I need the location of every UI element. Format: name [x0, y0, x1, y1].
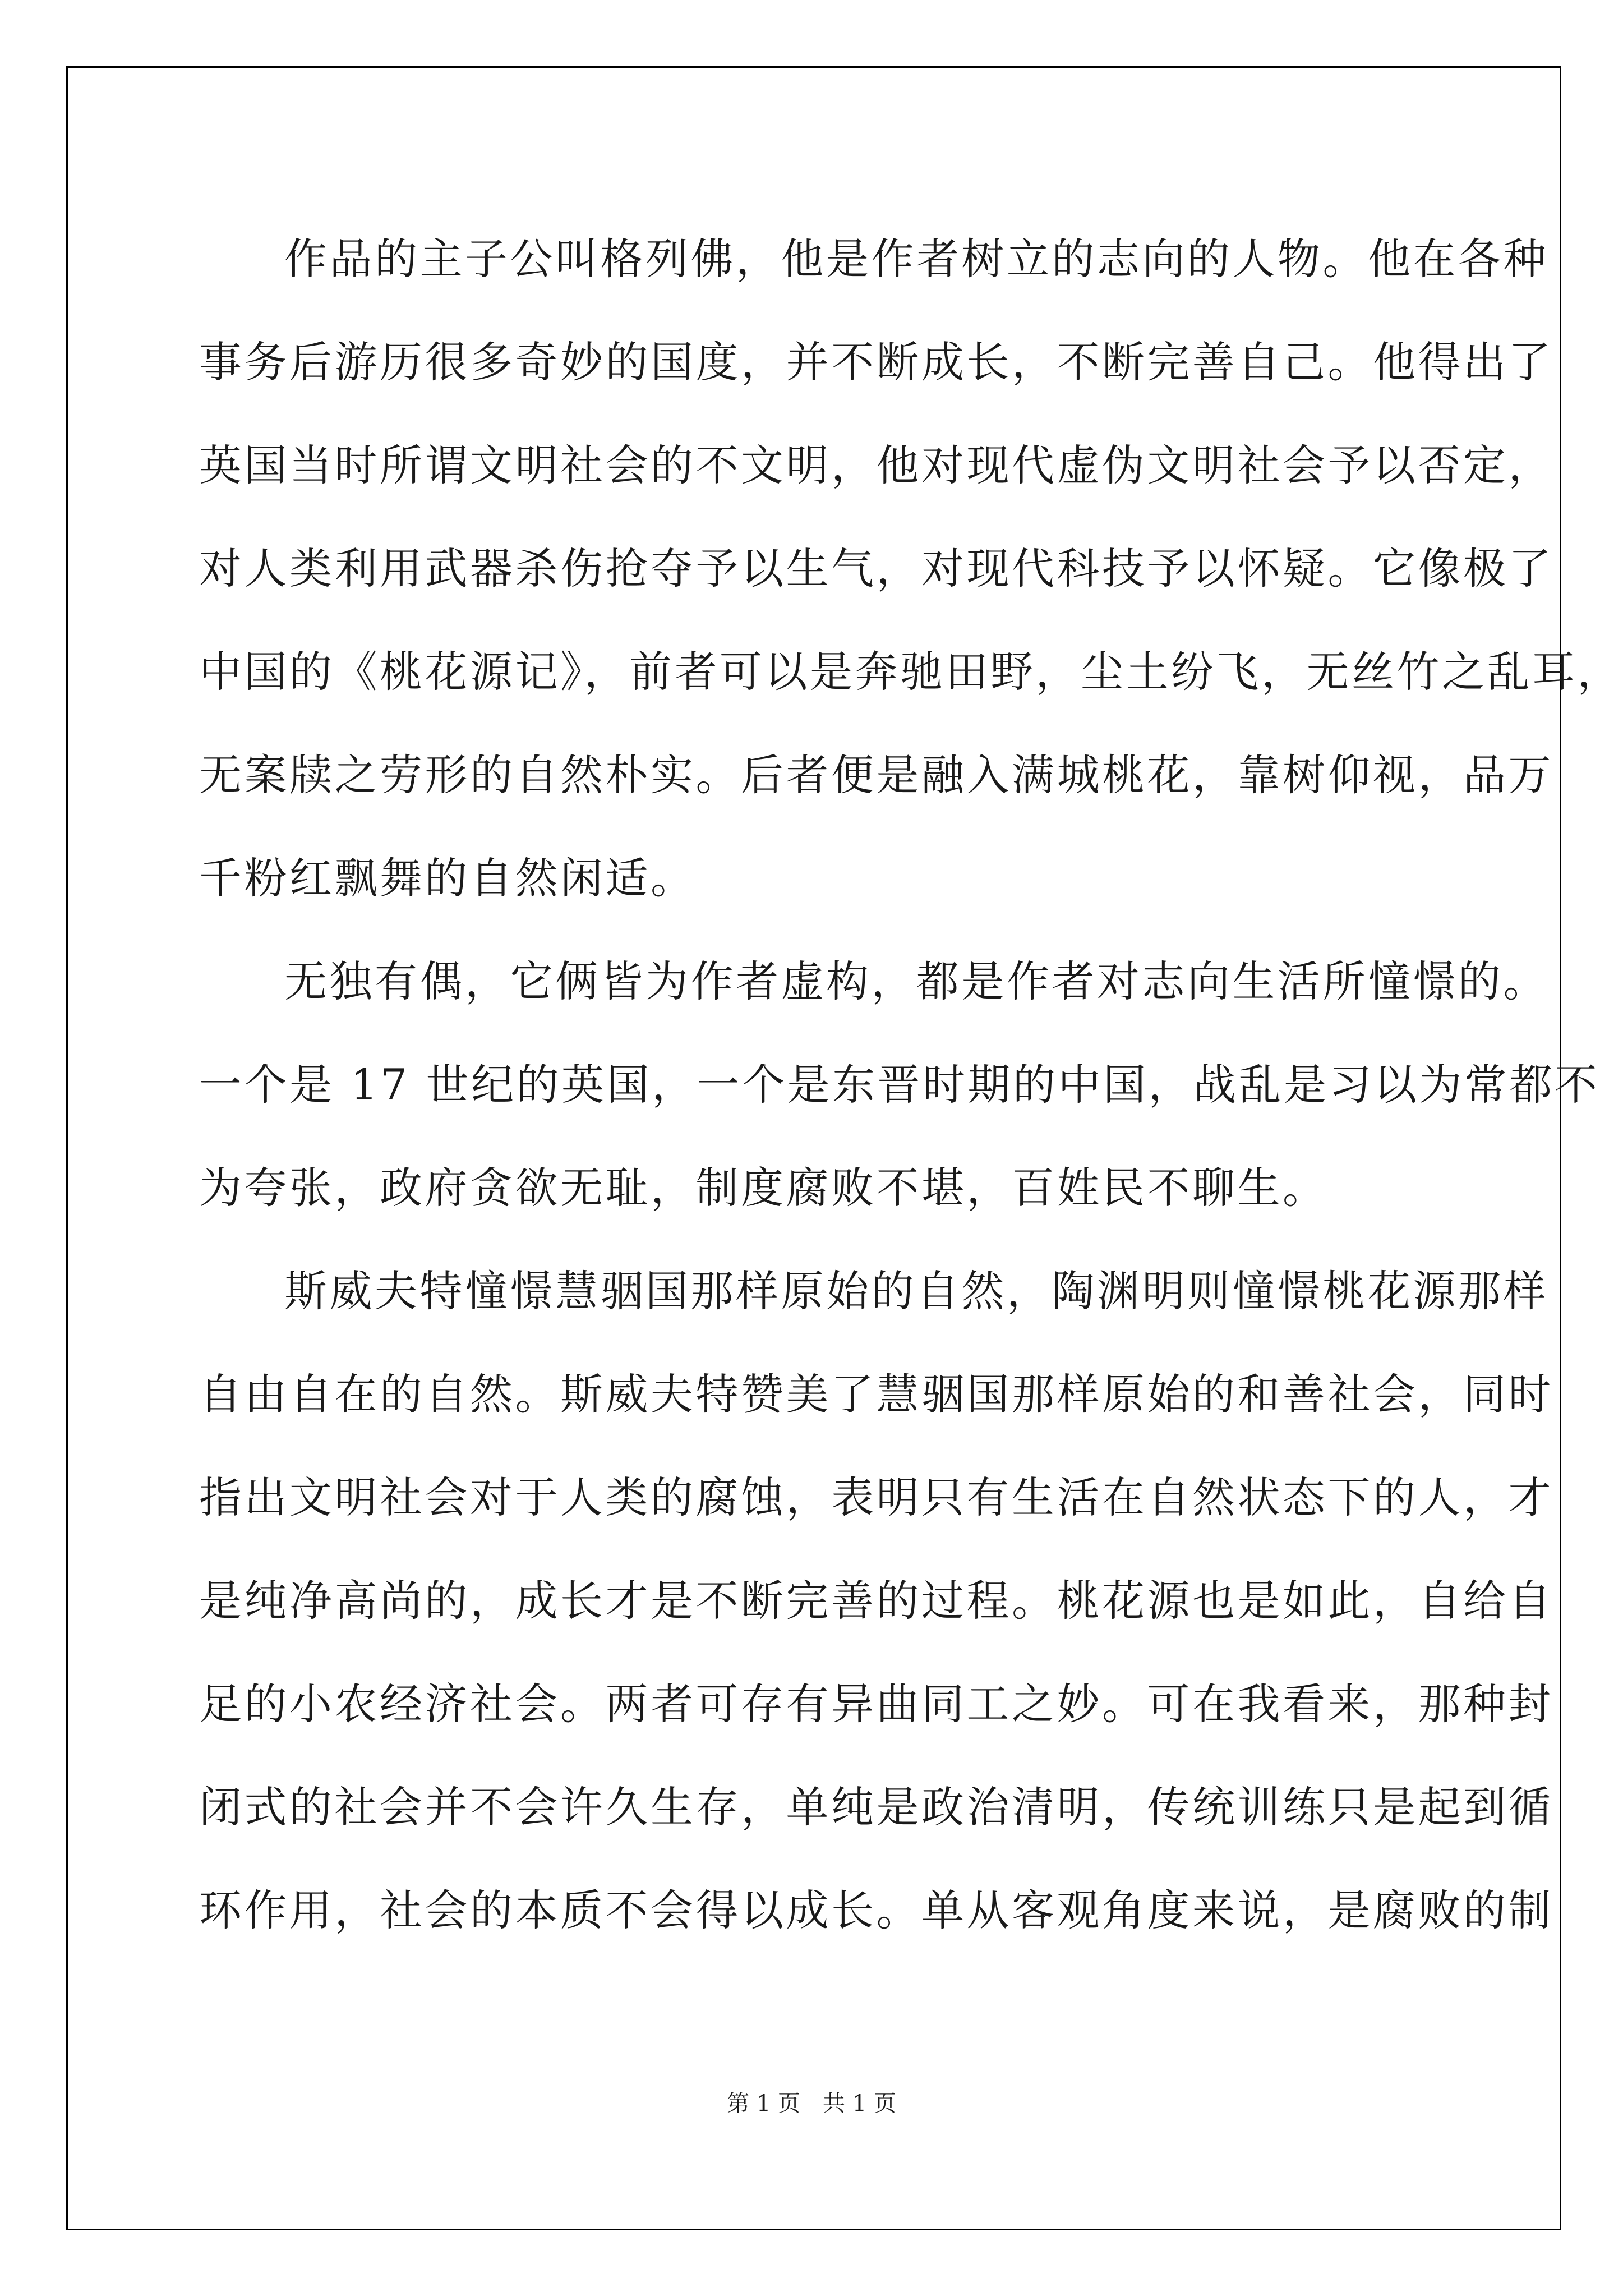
paragraph-1-line-3: 英国当时所谓文明社会的不文明，他对现代虚伪文明社会予以否定，: [199, 440, 1553, 490]
paragraph-3-line-1: 斯威夫特憧憬慧骃国那样原始的自然，陶渊明则憧憬桃花源那样: [284, 1266, 1548, 1316]
paragraph-1-line-1: 作品的主子公叫格列佛，他是作者树立的志向的人物。他在各种: [284, 234, 1548, 284]
paragraph-1-line-7: 千粉红飘舞的自然闲适。: [199, 853, 696, 903]
paragraph-3-line-3: 指出文明社会对于人类的腐蚀，表明只有生活在自然状态下的人，才: [199, 1473, 1553, 1522]
paragraph-1-line-5: 中国的《桃花源记》，前者可以是奔驰田野，尘土纷飞，无丝竹之乱耳，: [199, 647, 1622, 697]
paragraph-3-line-2: 自由自在的自然。斯威夫特赞美了慧骃国那样原始的和善社会，同时: [199, 1369, 1553, 1419]
paragraph-1-line-4: 对人类利用武器杀伤抢夺予以生气，对现代科技予以怀疑。它像极了: [199, 544, 1553, 593]
paragraph-1-line-2: 事务后游历很多奇妙的国度，并不断成长，不断完善自己。他得出了: [199, 337, 1553, 387]
paragraph-3-line-4: 是纯净高尚的，成长才是不断完善的过程。桃花源也是如此，自给自: [199, 1576, 1553, 1626]
page-footer: 第 1 页 共 1 页: [727, 2091, 896, 2116]
paragraph-2-line-2: 一个是 17 世纪的英国，一个是东晋时期的中国，战乱是习以为常都不: [199, 1060, 1600, 1110]
paragraph-2-line-1: 无独有偶，它俩皆为作者虚构，都是作者对志向生活所憧憬的。: [284, 956, 1548, 1006]
paragraph-1-line-6: 无案牍之劳形的自然朴实。后者便是融入满城桃花，靠树仰视，品万: [199, 750, 1553, 800]
document-body: [199, 208, 1622, 1962]
paragraph-2-line-3: 为夸张，政府贪欲无耻，制度腐败不堪，百姓民不聊生。: [199, 1163, 1328, 1213]
paragraph-3-line-6: 闭式的社会并不会许久生存，单纯是政治清明，传统训练只是起到循: [199, 1782, 1553, 1832]
paragraph-3-line-7: 环作用，社会的本质不会得以成长。单从客观角度来说，是腐败的制: [199, 1885, 1553, 1935]
paragraph-3-line-5: 足的小农经济社会。两者可存有异曲同工之妙。可在我看来，那种封: [199, 1679, 1553, 1729]
